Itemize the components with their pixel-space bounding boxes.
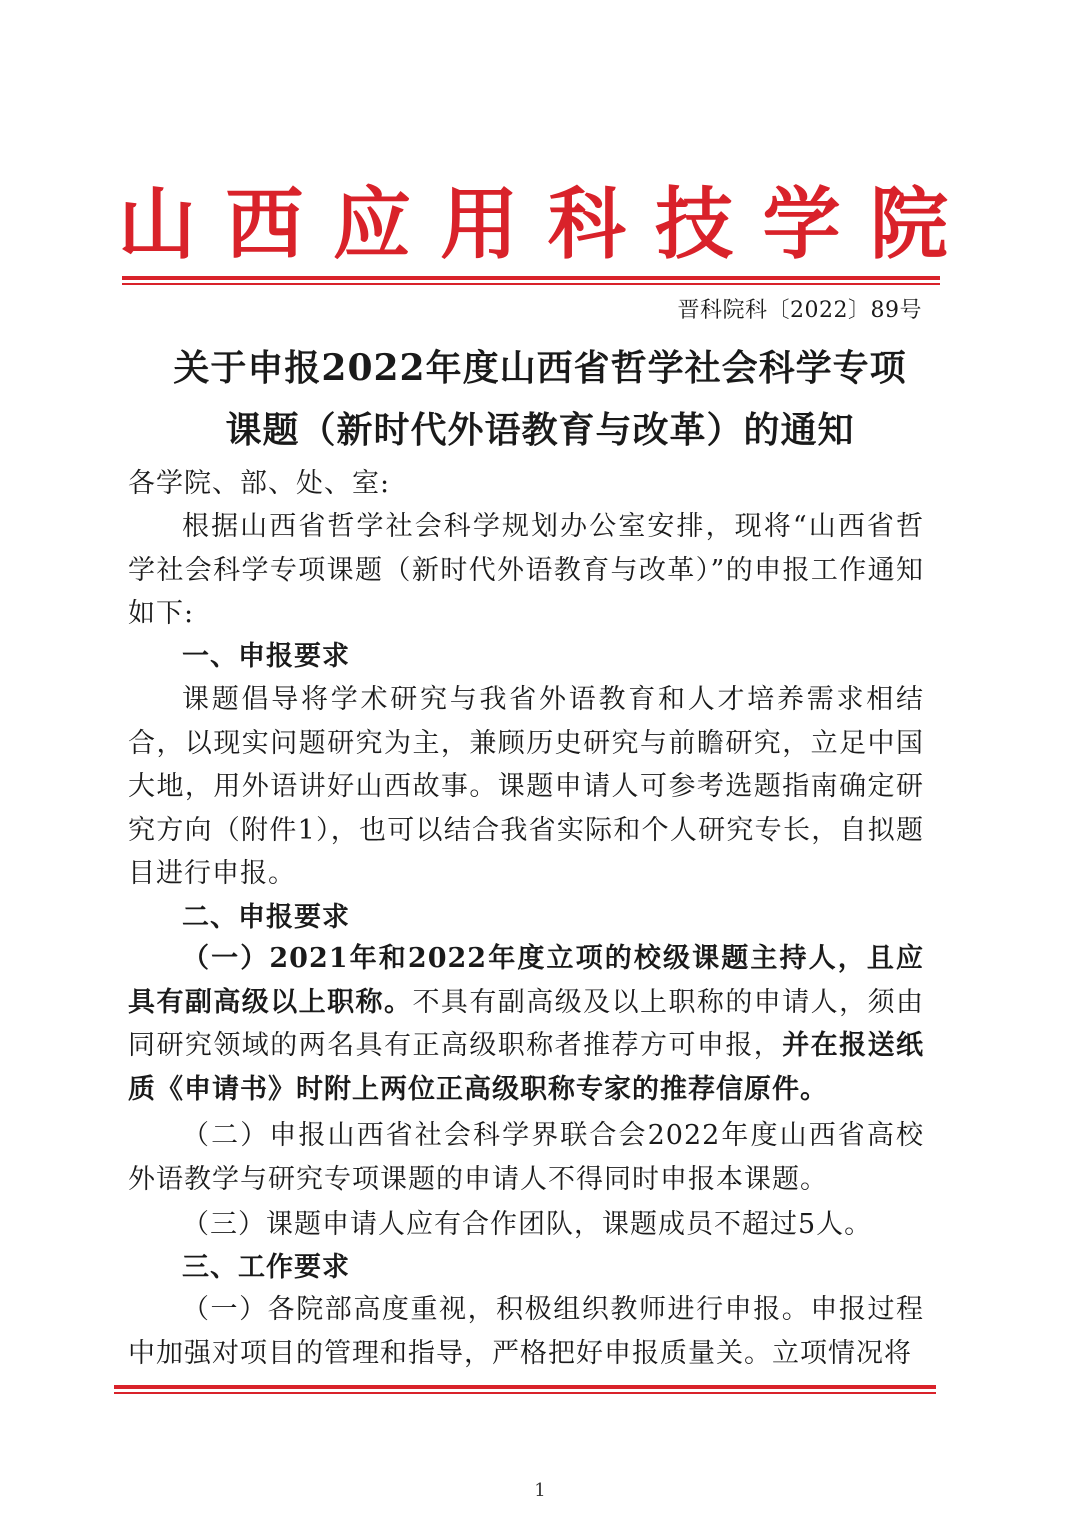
section2-item1-bold: （一）2021年和2022年度立项的校级课题主持人，且应具有副高级以上职称。 <box>128 943 924 1018</box>
masthead-char: 应 <box>332 179 411 270</box>
section1-heading: 一、申报要求 <box>182 641 350 672</box>
intro-paragraph: 根据山西省哲学社会科学规划办公室安排，现将“山西省哲学社会科学专项课题（新时代外语教育与改革）”的申报工作通知如下: <box>128 511 924 629</box>
masthead-char: 学 <box>762 179 841 270</box>
section3-heading: 三、工作要求 <box>182 1252 350 1283</box>
masthead-char: 科 <box>547 179 626 270</box>
page-number: 1 <box>534 1480 546 1501</box>
document-number: 晋科院科〔2022〕89号 <box>677 298 922 323</box>
masthead-char: 山 <box>118 179 197 270</box>
masthead <box>118 180 948 270</box>
footer-red-rule <box>114 1385 936 1394</box>
masthead-char: 技 <box>655 179 734 270</box>
masthead-char: 院 <box>869 179 948 270</box>
header-red-rule <box>122 276 940 285</box>
document-title-line1: 关于申报2022年度山西省哲学社会科学专项 <box>173 347 907 389</box>
masthead-char: 西 <box>225 179 304 270</box>
section2-heading: 二、申报要求 <box>182 902 350 933</box>
section2-item1 <box>128 937 924 1111</box>
addressee: 各学院、部、处、室: <box>128 468 391 499</box>
section3-item1: （一）各院部高度重视，积极组织教师进行申报。申报过程中加强对项目的管理和指导，严格把好申报质量关。立项情况将 <box>128 1294 924 1369</box>
section2-item2: （二）申报山西省社会科学界联合会2022年度山西省高校外语教学与研究专项课题的申请人不得同时申报本课题。 <box>128 1120 924 1195</box>
document-title-line2: 课题（新时代外语教育与改革）的通知 <box>225 409 855 451</box>
section2-item3: （三）课题申请人应有合作团队，课题成员不超过5人。 <box>182 1209 873 1240</box>
masthead-char: 用 <box>440 179 519 270</box>
section2-item1-rest: 不具有副高级及以上职称的申请人，须由同研究领域的两名具有正高级职称者推荐方可申报， <box>128 986 925 1061</box>
section1-body: 课题倡导将学术研究与我省外语教育和人才培养需求相结合，以现实问题研究为主，兼顾历史研究与前瞻研究，立足中国大地，用外语讲好山西故事。课题申请人可参考选题指南确定研究方向（附件1），也可以结合我省实际和个人研究专长，自拟题目进行申报。 <box>128 684 924 889</box>
section2-item1-bold2: 并在报送纸质《申请书》时附上两位正高级职称专家的推荐信原件。 <box>128 1030 925 1105</box>
